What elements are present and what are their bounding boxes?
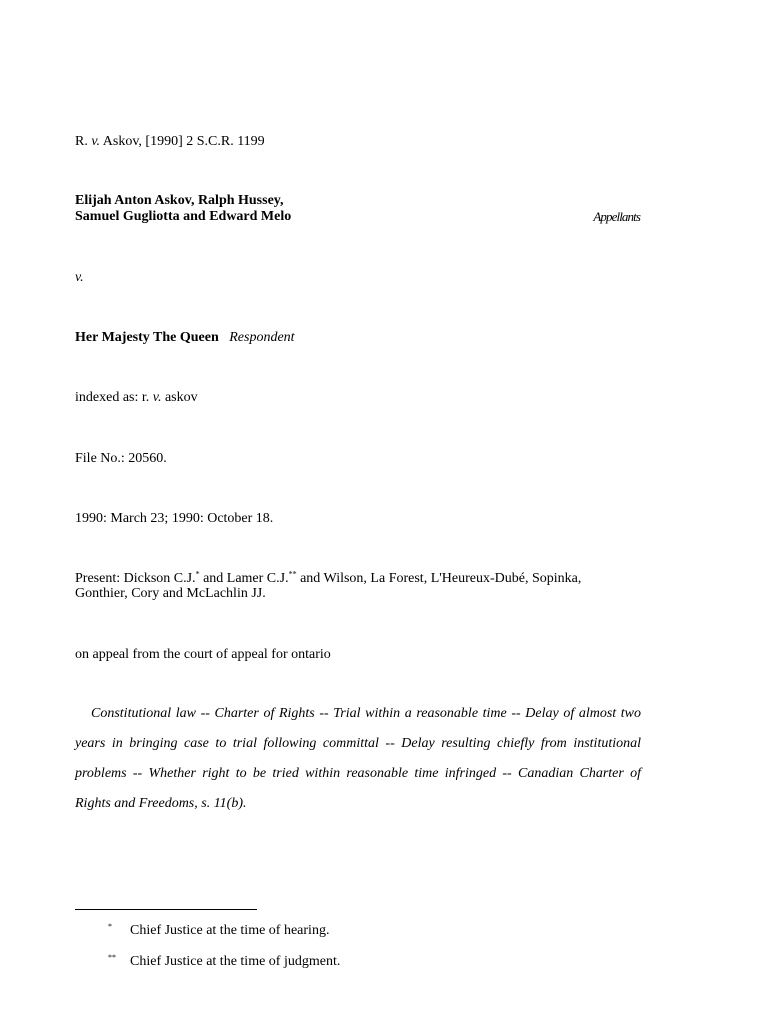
footnote-rule [75,909,257,910]
present-line-1 [75,571,581,587]
present-line-2: Gonthier, Cory and McLachlin JJ. [75,586,266,601]
present-part-3: and Wilson, La Forest, L'Heureux-Dubé, Sopinka, [296,571,582,586]
citation-prefix: R. [75,134,92,149]
footnote-1-text: Chief Justice at the time of hearing. [130,923,330,938]
appellants-role: Appellants [593,209,640,224]
respondent-name: Her Majesty The Queen [75,330,219,345]
respondent [75,330,295,346]
indexed-prefix: indexed as: r. [75,390,153,405]
footnote-1 [108,923,329,939]
footnote-1-mark: * [108,922,112,931]
present-part-2: and Lamer C.J. [199,571,289,586]
footnote-2 [108,954,340,970]
hearing-dates: 1990: March 23; 1990: October 18. [75,511,274,526]
file-number: File No.: 20560. [75,451,167,466]
case-citation [75,134,265,150]
footnote-ref-1: * [195,569,200,579]
citation-v: v. [91,134,101,149]
citation-suffix: Askov, [1990] 2 S.C.R. 1199 [100,134,265,149]
appellants-line-1: Elijah Anton Askov, Ralph Hussey, [75,193,284,208]
appeal-from: on appeal from the court of appeal for ontario [75,647,331,662]
indexed-as [75,390,198,406]
footnote-2-mark: ** [108,953,116,962]
indexed-suffix: askov [161,390,198,405]
versus: v. [75,270,84,285]
footnote-ref-2: ** [288,569,297,579]
appellants-line-2: Samuel Gugliotta and Edward Melo [75,209,292,224]
footnote-2-text: Chief Justice at the time of judgment. [130,954,341,969]
headnote-summary: Constitutional law -- Charter of Rights -- Trial within a reasonable time -- Delay of almost two years in bringing case to trial following committal -- Delay resulting chiefly from institutional problems -- Whether right to be tried within reasonable time infringed -- Canadian Charter of Rights and Freedoms, s. 11(b). [75,706,641,811]
respondent-role: Respondent [229,330,295,345]
indexed-v: v. [152,390,162,405]
present-part-1: Present: Dickson C.J. [75,571,196,586]
